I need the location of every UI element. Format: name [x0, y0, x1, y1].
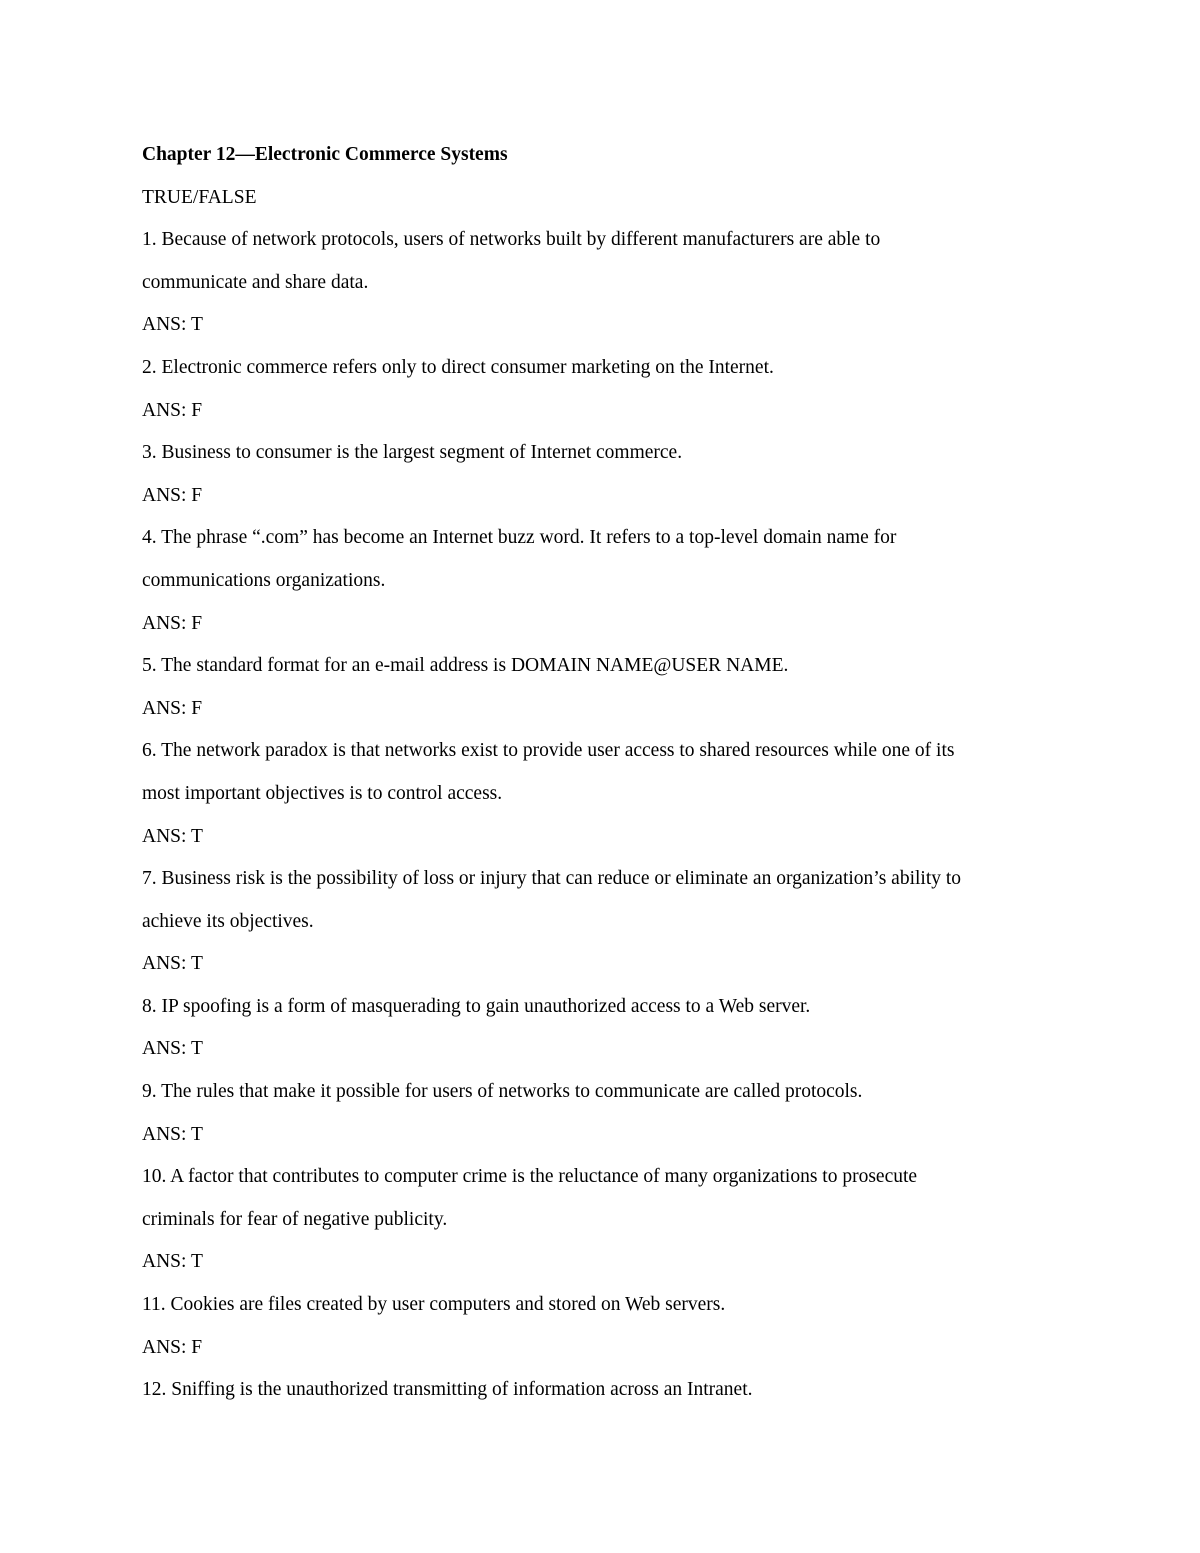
question-text: 11. Cookies are files created by user computers and stored on Web servers. [142, 1294, 726, 1316]
question-10 [142, 1156, 1062, 1284]
question-4 [142, 517, 1062, 645]
question-9 [142, 1071, 1062, 1156]
question-7 [142, 858, 1062, 986]
answer: ANS: F [142, 484, 203, 506]
section-heading: TRUE/FALSE [142, 186, 257, 208]
answer: ANS: T [142, 314, 203, 336]
question-1 [142, 219, 1062, 347]
chapter-title: Chapter 12—Electronic Commerce Systems [142, 144, 508, 165]
question-12 [142, 1369, 1062, 1412]
question-text: 7. Business risk is the possibility of loss or injury that can reduce or eliminate an organization’s ability to [142, 868, 962, 890]
question-text: 2. Electronic commerce refers only to direct consumer marketing on the Internet. [142, 356, 774, 378]
answer: ANS: T [142, 1123, 203, 1145]
question-text: 4. The phrase “.com” has become an Internet buzz word. It refers to a top-level domain name for [142, 527, 897, 549]
answer: ANS: T [142, 953, 203, 975]
answer: ANS: F [142, 399, 203, 421]
question-text: 10. A factor that contributes to computer crime is the reluctance of many organizations to prosecute [142, 1166, 918, 1188]
question-text: 8. IP spoofing is a form of masquerading to gain unauthorized access to a Web server. [142, 995, 811, 1017]
answer: ANS: T [142, 1251, 203, 1273]
question-text: communicate and share data. [142, 271, 369, 293]
question-text: 9. The rules that make it possible for users of networks to communicate are called protocols. [142, 1081, 863, 1103]
question-text: most important objectives is to control access. [142, 782, 503, 804]
question-6 [142, 730, 1062, 858]
question-text: communications organizations. [142, 569, 386, 591]
question-5 [142, 645, 1062, 730]
question-text: 1. Because of network protocols, users of networks built by different manufacturers are able to [142, 229, 881, 251]
answer: ANS: F [142, 612, 203, 634]
question-text: achieve its objectives. [142, 910, 314, 932]
question-8 [142, 986, 1062, 1071]
document-page [142, 134, 1062, 1412]
answer: ANS: F [142, 1336, 203, 1358]
question-text: 12. Sniffing is the unauthorized transmitting of information across an Intranet. [142, 1379, 753, 1401]
question-text: 5. The standard format for an e-mail address is DOMAIN NAME@USER NAME. [142, 655, 789, 677]
question-11 [142, 1284, 1062, 1369]
question-3 [142, 432, 1062, 517]
question-2 [142, 347, 1062, 432]
question-text: criminals for fear of negative publicity. [142, 1208, 448, 1230]
answer: ANS: F [142, 697, 203, 719]
answer: ANS: T [142, 1038, 203, 1060]
question-text: 3. Business to consumer is the largest segment of Internet commerce. [142, 442, 683, 464]
answer: ANS: T [142, 825, 203, 847]
question-text: 6. The network paradox is that networks exist to provide user access to shared resources while one of its [142, 740, 955, 762]
